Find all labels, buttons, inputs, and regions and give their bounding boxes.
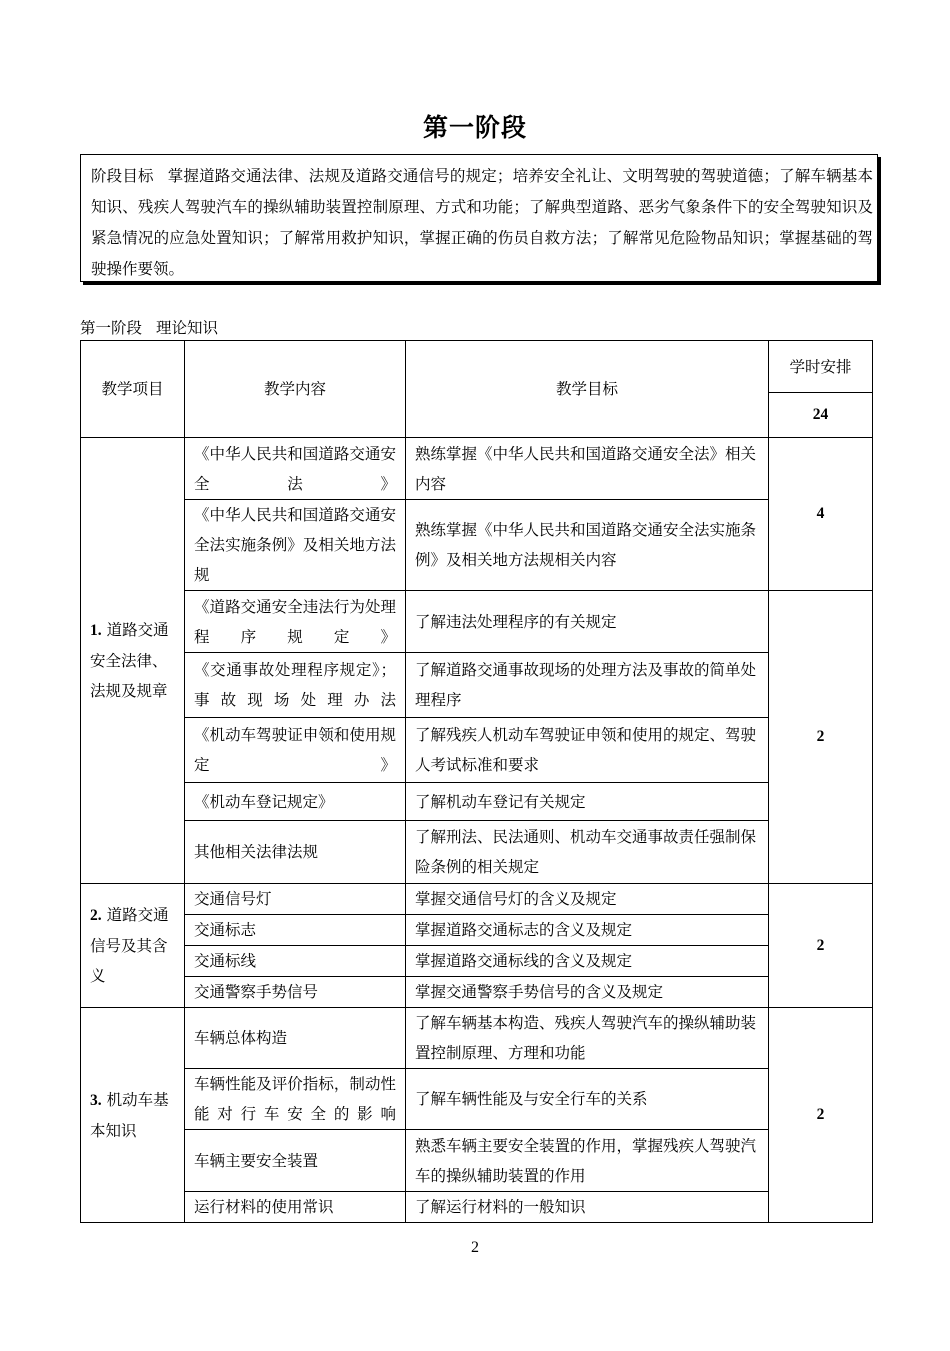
table-cell-objective: 了解违法处理程序的有关规定 — [406, 591, 769, 653]
table-cell-objective: 了解机动车登记有关规定 — [406, 783, 769, 821]
section-number: 2. — [90, 907, 102, 924]
table-cell-content: 《机动车登记规定》 — [185, 783, 406, 821]
table-cell-objective: 掌握交通警察手势信号的含义及规定 — [406, 977, 769, 1008]
table-cell-objective: 熟悉车辆主要安全装置的作用，掌握残疾人驾驶汽车的操纵辅助装置的作用 — [406, 1130, 769, 1192]
stage-goal-label: 阶段目标 — [91, 167, 154, 185]
header-project: 教学项目 — [81, 341, 185, 438]
section-3-hours: 2 — [769, 1008, 873, 1223]
section-number: 1. — [90, 622, 102, 639]
table-cell-objective: 了解车辆基本构造、残疾人驾驶汽车的操纵辅助装置控制原理、方理和功能 — [406, 1008, 769, 1069]
section-title-text: 道路交通信号及其含义 — [90, 906, 169, 985]
stage-goal-text: 掌握道路交通法律、法规及道路交通信号的规定；培养安全礼让、文明驾驶的驾驶道德；了解车辆基本知识、残疾人驾驶汽车的操纵辅助装置控制原理、方式和功能；了解典型道路、恶劣气象条件下的安全驾驶知识及紧急情况的应急处置知识；了解常用救护知识，掌握正确的伤员自救方法；了解常见危险物品知识；掌握基础的驾驶操作要领。 — [91, 167, 873, 278]
stage-goal-box — [80, 154, 878, 282]
page-number: 2 — [471, 1239, 479, 1256]
table-cell-objective: 了解残疾人机动车驾驶证申领和使用的规定、驾驶人考试标准和要求 — [406, 718, 769, 783]
header-total-hours: 24 — [769, 393, 873, 438]
table-cell-content: 《机动车驾驶证申领和使用规定》 — [185, 718, 406, 783]
caption-stage: 第一阶段 — [80, 319, 143, 337]
page-title: 第一阶段 — [422, 113, 527, 142]
table-cell-content: 《中华人民共和国道路交通安全法实施条例》及相关地方法规 — [185, 500, 406, 591]
table-cell-content: 《中华人民共和国道路交通安全法》 — [185, 438, 406, 500]
table-cell-content: 运行材料的使用常识 — [185, 1192, 406, 1223]
table-cell-objective: 掌握交通信号灯的含义及规定 — [406, 884, 769, 915]
section-title-text: 道路交通安全法律、法规及规章 — [90, 621, 169, 700]
section-2-title — [81, 884, 185, 1008]
table-cell-content: 交通标线 — [185, 946, 406, 977]
table-cell-objective: 了解刑法、民法通则、机动车交通事故责任强制保险条例的相关规定 — [406, 821, 769, 884]
table-cell-content: 交通信号灯 — [185, 884, 406, 915]
section-1-title — [81, 438, 185, 884]
table-cell-content: 车辆主要安全装置 — [185, 1130, 406, 1192]
table-cell-content: 《道路交通安全违法行为处理程序规定》 — [185, 591, 406, 653]
section-2-hours: 2 — [769, 884, 873, 1008]
table-cell-objective: 掌握道路交通标志的含义及规定 — [406, 915, 769, 946]
header-objective: 教学目标 — [406, 341, 769, 438]
header-hours: 学时安排 — [769, 341, 873, 393]
table-cell-objective: 掌握道路交通标线的含义及规定 — [406, 946, 769, 977]
caption-name: 理论知识 — [156, 319, 219, 337]
table-cell-content: 交通警察手势信号 — [185, 977, 406, 1008]
table-cell-objective: 熟练掌握《中华人民共和国道路交通安全法实施条例》及相关地方法规相关内容 — [406, 500, 769, 591]
table-cell-objective: 了解运行材料的一般知识 — [406, 1192, 769, 1223]
curriculum-table — [80, 340, 873, 1223]
table-cell-content: 其他相关法律法规 — [185, 821, 406, 884]
table-cell-content: 车辆性能及评价指标，制动性能对行车安全的影响 — [185, 1069, 406, 1130]
table-cell-objective: 了解道路交通事故现场的处理方法及事故的简单处理程序 — [406, 653, 769, 718]
section-1b-hours: 2 — [769, 591, 873, 884]
table-caption — [80, 316, 218, 338]
section-3-title — [81, 1008, 185, 1223]
table-cell-objective: 了解车辆性能及与安全行车的关系 — [406, 1069, 769, 1130]
table-cell-content: 《交通事故处理程序规定》；事故现场处理办法 — [185, 653, 406, 718]
section-title-text: 机动车基本知识 — [90, 1090, 169, 1140]
table-cell-content: 车辆总体构造 — [185, 1008, 406, 1069]
table-cell-content: 交通标志 — [185, 915, 406, 946]
table-cell-objective: 熟练掌握《中华人民共和国道路交通安全法》相关内容 — [406, 438, 769, 500]
header-content: 教学内容 — [185, 341, 406, 438]
section-1a-hours: 4 — [769, 438, 873, 591]
section-number: 3. — [90, 1091, 102, 1109]
